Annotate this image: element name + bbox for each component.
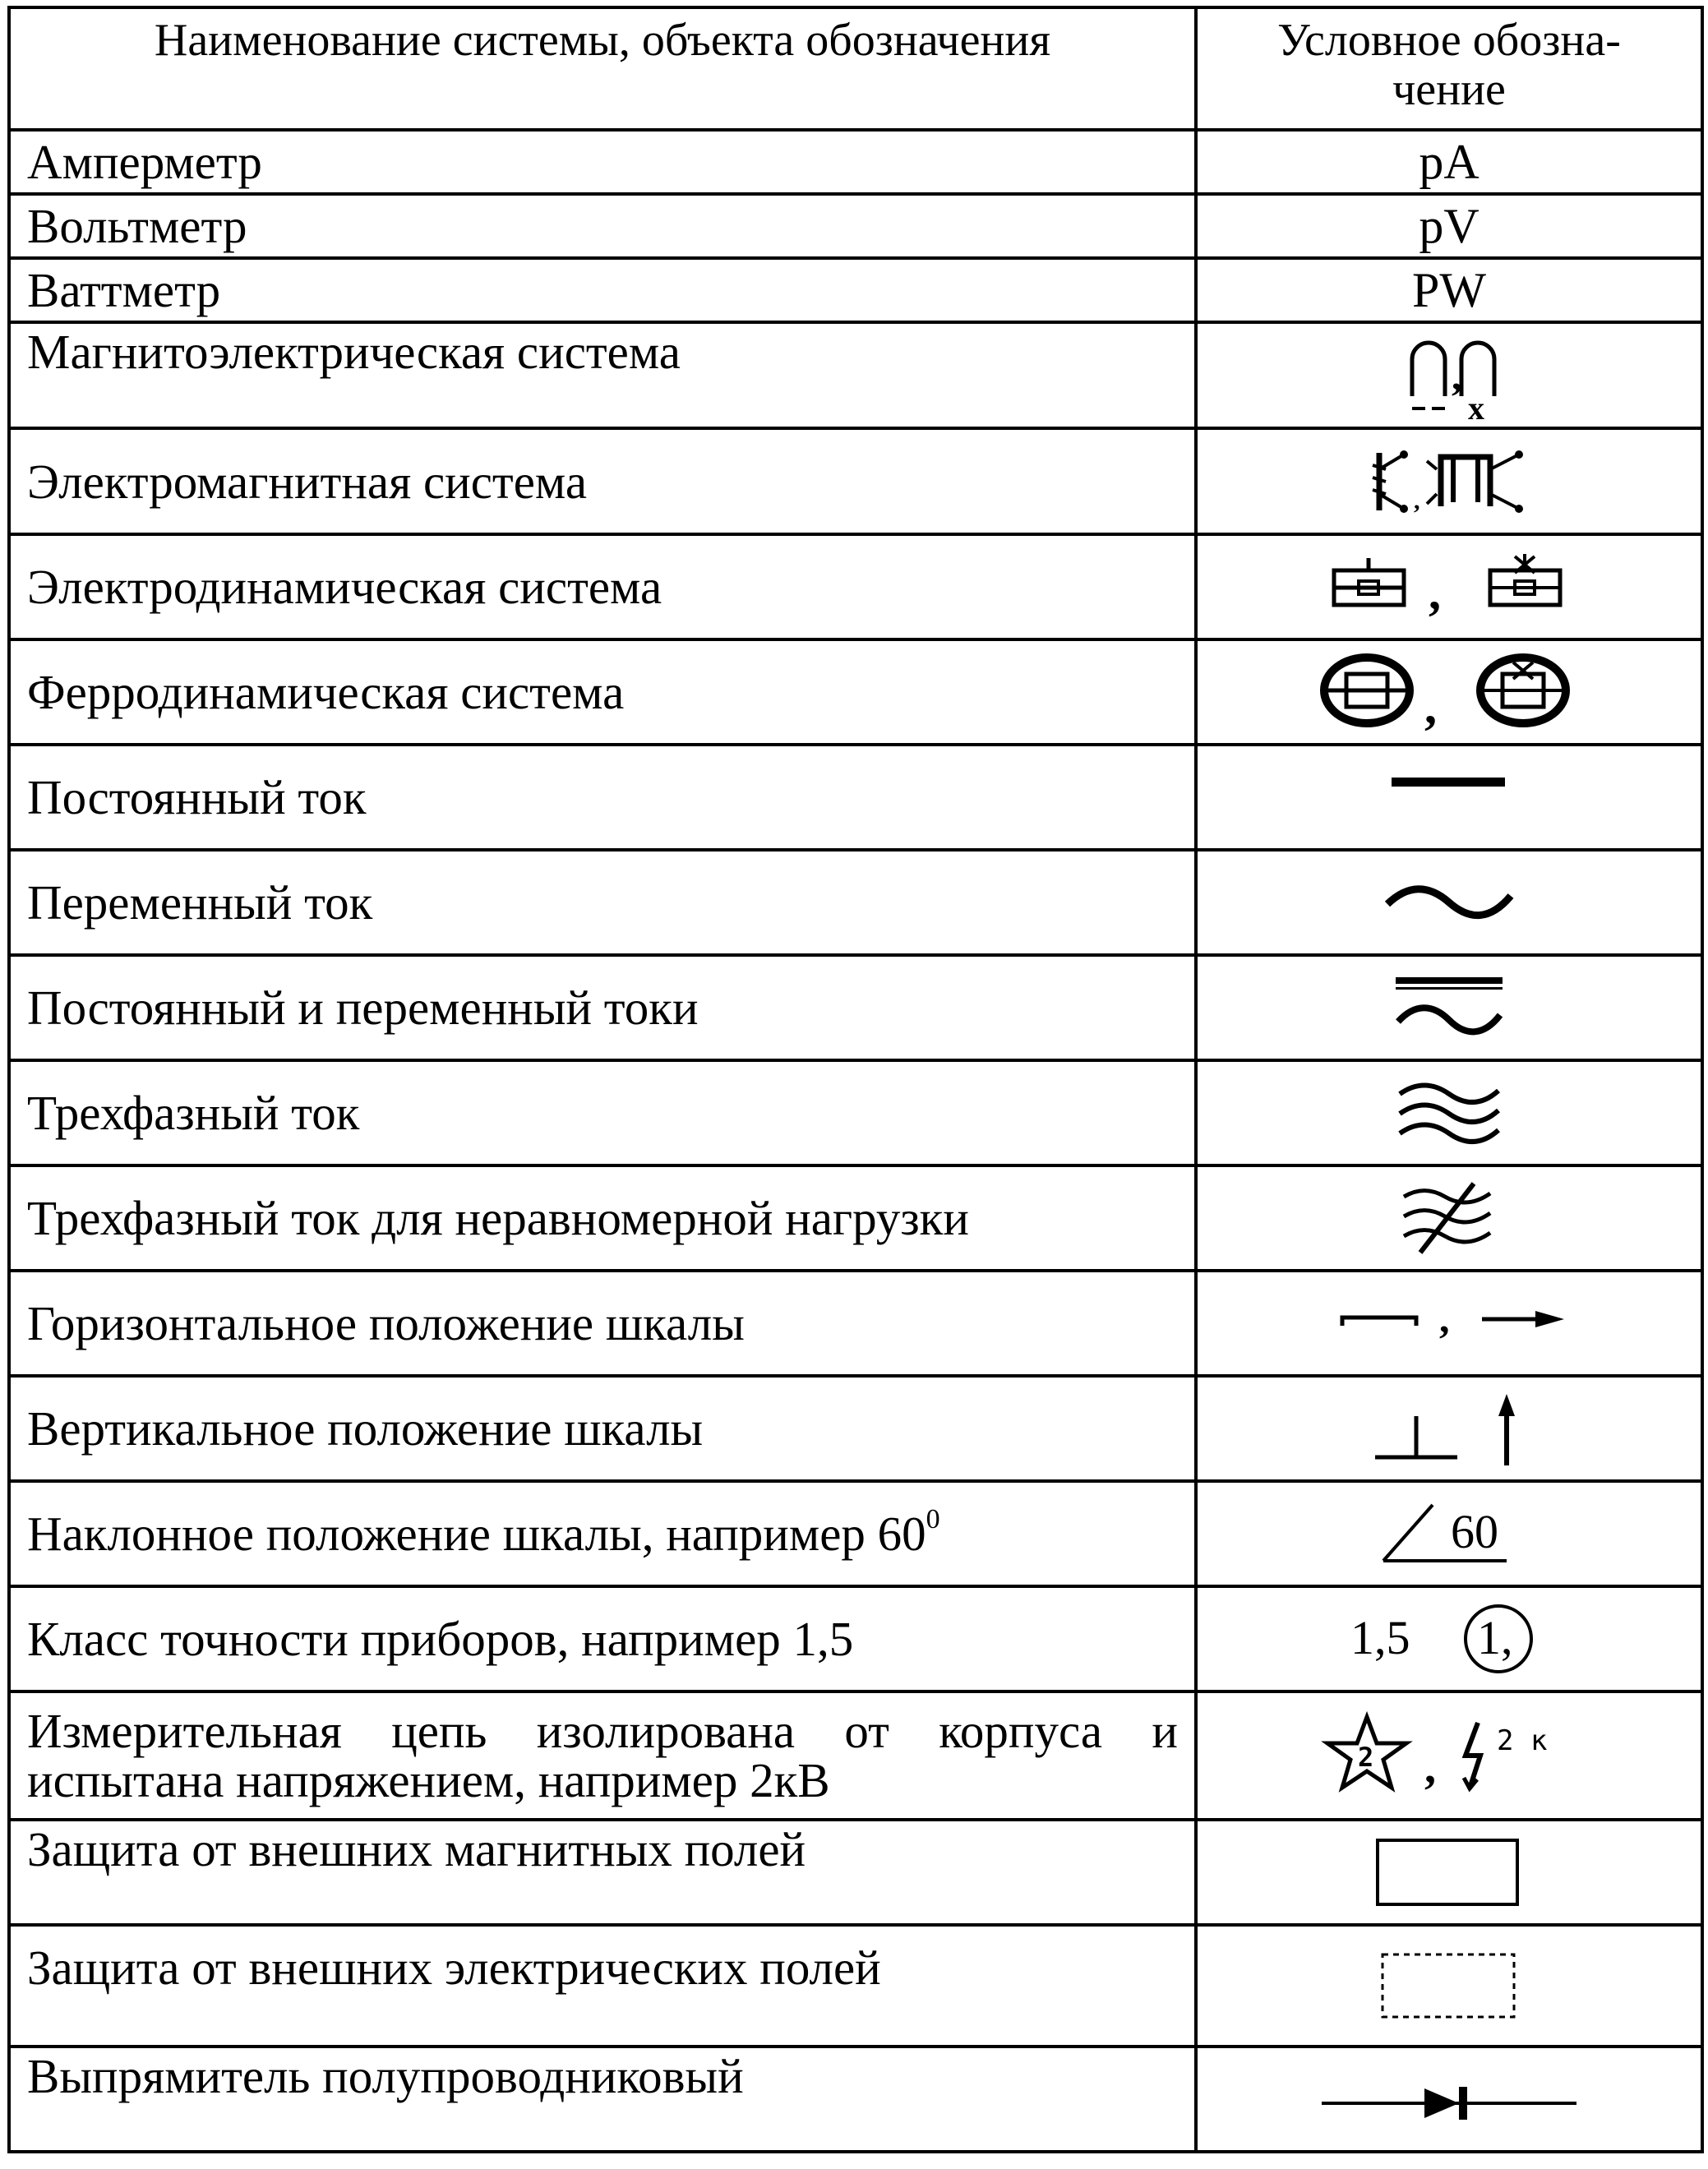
row-name: Вертикальное положение шкалы	[9, 1376, 1196, 1481]
row-name: Класс точности приборов, например 1,5	[9, 1586, 1196, 1691]
svg-text:,: ,	[1424, 1742, 1436, 1793]
inclined-scale-icon	[1375, 1497, 1523, 1571]
magnetoelectric-x-label: x	[1468, 389, 1484, 421]
row-name: Защита от внешних электрических полей	[9, 1925, 1196, 2047]
table-row	[9, 1165, 1702, 1271]
electrodynamic-symbol-icon	[1309, 550, 1589, 624]
table-row	[9, 745, 1702, 850]
table-row	[9, 1925, 1702, 2047]
accuracy-class-circled-value: 1,	[1477, 1611, 1513, 1664]
row-name: Трехфазный ток	[9, 1060, 1196, 1165]
row-name: Горизонтальное положение шкалы	[9, 1271, 1196, 1376]
svg-text:,: ,	[1439, 1303, 1450, 1341]
row-symbol: pA	[1196, 130, 1702, 194]
row-name: Магнитоэлектрическая система	[9, 322, 1196, 428]
insulation-voltage-label: 2 к	[1497, 1724, 1548, 1757]
dc-ac-icon	[1392, 971, 1507, 1045]
row-name: Вольтметр	[9, 194, 1196, 258]
row-name: Электродинамическая система	[9, 534, 1196, 639]
electric-shield-icon	[1379, 1951, 1519, 2021]
svg-text:,: ,	[1414, 487, 1420, 515]
table-row	[9, 194, 1702, 258]
insulation-test-icon	[1309, 1710, 1589, 1801]
header-name: Наименование системы, объекта обозначения	[9, 7, 1196, 130]
row-name-superscript: 0	[926, 1504, 940, 1535]
table-header-row	[9, 7, 1702, 130]
row-name-text: Наклонное положение шкалы, например 60	[27, 1507, 926, 1561]
row-name: Постоянный ток	[9, 745, 1196, 850]
table-row	[9, 322, 1702, 428]
row-name: Ваттметр	[9, 258, 1196, 322]
ferrodynamic-symbol-icon	[1309, 651, 1589, 733]
header-symbol	[1196, 7, 1702, 130]
electromagnetic-symbol-icon	[1355, 445, 1544, 519]
table-row	[9, 1691, 1702, 1820]
table-row	[9, 1820, 1702, 1925]
row-name: Амперметр	[9, 130, 1196, 194]
table-row	[9, 1060, 1702, 1165]
ac-wave-icon	[1383, 878, 1515, 927]
symbols-table	[7, 6, 1704, 2153]
svg-text:,: ,	[1452, 352, 1462, 399]
row-name	[9, 1481, 1196, 1586]
row-name: Выпрямитель полупроводниковый	[9, 2047, 1196, 2152]
table-row	[9, 1271, 1702, 1376]
table-row	[9, 850, 1702, 955]
magnetic-shield-icon	[1375, 1835, 1523, 1909]
row-name: Ферродинамическая система	[9, 639, 1196, 745]
table-row	[9, 130, 1702, 194]
table-row	[9, 1376, 1702, 1481]
inclined-scale-value: 60	[1451, 1505, 1498, 1558]
accuracy-class-icon	[1342, 1598, 1556, 1680]
row-name: Постоянный и переменный токи	[9, 955, 1196, 1060]
magnetoelectric-symbol-icon	[1379, 330, 1519, 421]
dc-line-icon	[1392, 774, 1507, 791]
table-row	[9, 955, 1702, 1060]
accuracy-class-value: 1,5	[1350, 1611, 1410, 1664]
row-symbol: pV	[1196, 194, 1702, 258]
row-symbol: PW	[1196, 258, 1702, 322]
row-name: Электромагнитная система	[9, 428, 1196, 534]
table-row	[9, 428, 1702, 534]
horizontal-scale-icon	[1318, 1303, 1581, 1344]
table-row	[9, 534, 1702, 639]
table-row	[9, 258, 1702, 322]
table-row	[9, 1481, 1702, 1586]
table-row	[9, 1586, 1702, 1691]
svg-text:,: ,	[1424, 680, 1437, 733]
table-row	[9, 639, 1702, 745]
insulation-star-value: 2	[1358, 1742, 1374, 1773]
three-phase-icon	[1392, 1076, 1507, 1150]
table-row	[9, 2047, 1702, 2152]
diode-rectifier-icon	[1309, 2070, 1589, 2128]
svg-text:,: ,	[1429, 565, 1441, 620]
row-name: Переменный ток	[9, 850, 1196, 955]
vertical-scale-icon	[1359, 1387, 1540, 1470]
three-phase-unbalanced-icon	[1392, 1177, 1507, 1259]
row-name: Измерительная цепь изолирована от корпуса и испытана напряжением, например 2кВ	[9, 1691, 1196, 1820]
header-symbol-line2: чение	[1392, 64, 1506, 115]
row-name: Трехфазный ток для неравномерной нагрузки	[9, 1165, 1196, 1271]
header-symbol-line1: Условное обозна-	[1277, 15, 1621, 66]
row-name: Защита от внешних магнитных полей	[9, 1820, 1196, 1925]
